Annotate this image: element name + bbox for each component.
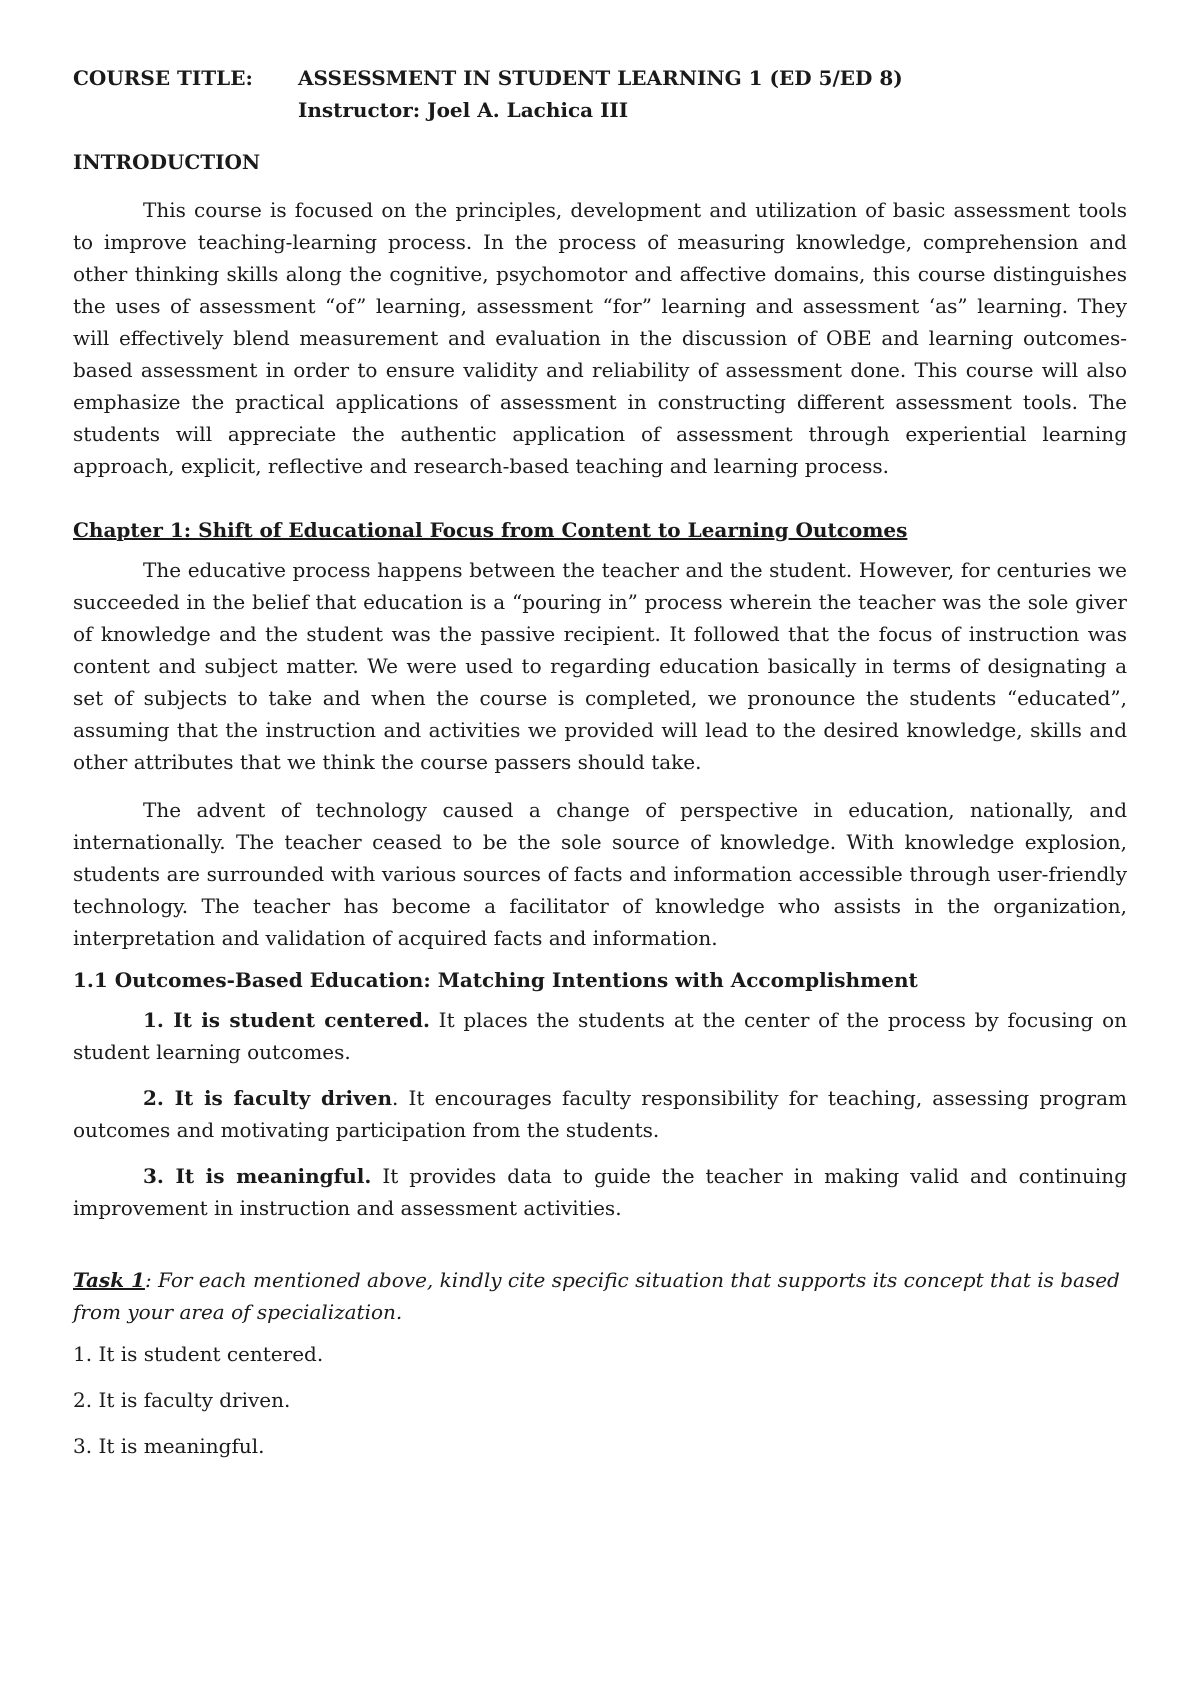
characteristic-1: [73, 1004, 1127, 1068]
course-header: [73, 62, 1127, 126]
task-text: : For each mentioned above, kindly cite specific situation that supports its concept that is based from your area of specialization.: [73, 1268, 1120, 1324]
characteristic-1-text: It places the students at the center of the process by focusing on student learning outcomes.: [73, 1008, 1127, 1064]
introduction-heading: INTRODUCTION: [73, 150, 261, 174]
task-item-3: 3. It is meaningful.: [73, 1434, 265, 1458]
course-title: ASSESSMENT IN STUDENT LEARNING 1 (ED 5/ED 8): [298, 66, 903, 90]
subsection-title: 1.1 Outcomes-Based Education: Matching Intentions with Accomplishment: [73, 968, 918, 992]
task-label: Task 1: [73, 1268, 145, 1292]
course-title-label: COURSE TITLE:: [73, 66, 253, 90]
task-item-1: 1. It is student centered.: [73, 1342, 324, 1366]
instructor-name: Instructor: Joel A. Lachica III: [298, 98, 629, 122]
chapter-paragraph-1: The educative process happens between the teacher and the student. However, for centuries we succeeded in the belief that education is a “pouring in” process wherein the teacher was the sole giver of knowledge and the student was the passive recipient. It followed that the focus of instruction was content and subject matter. We were used to regarding education basically in terms of designating a set of subjects to take and when the course is completed, we pronounce the students “educated”, assuming that the instruction and activities we provided will lead to the desired knowledge, skills and other attributes that we think the course passers should take.: [73, 558, 1127, 774]
characteristic-2-title: 2. It is faculty driven: [143, 1086, 393, 1110]
characteristic-3: [73, 1160, 1127, 1224]
introduction-paragraph: This course is focused on the principles, development and utilization of basic assessment tools to improve teaching-learning process. In the process of measuring knowledge, comprehension and other thinking skills along the cognitive, psychomotor and affective domains, this course distinguishes the uses of assessment “of” learning, assessment “for” learning and assessment ‘as” learning. They will effectively blend measurement and evaluation in the discussion of OBE and learning outcomes-based assessment in order to ensure validity and reliability of assessment done. This course will also emphasize the practical applications of assessment in constructing different assessment tools. The students will appreciate the authentic application of assessment through experiential learning approach, explicit, reflective and research-based teaching and learning process.: [73, 198, 1127, 478]
characteristic-3-title: 3. It is meaningful.: [143, 1164, 372, 1188]
chapter-paragraph-2: The advent of technology caused a change of perspective in education, nationally, and internationally. The teacher ceased to be the sole source of knowledge. With knowledge explosion, students are surrounded with various sources of facts and information accessible through user-friendly technology. The teacher has become a facilitator of knowledge who assists in the organization, interpretation and validation of acquired facts and information.: [73, 798, 1127, 950]
characteristic-3-text: It provides data to guide the teacher in making valid and continuing improvement in instruction and assessment activities.: [73, 1164, 1127, 1220]
characteristic-2: [73, 1082, 1127, 1146]
characteristic-2-text: . It encourages faculty responsibility for teaching, assessing program outcomes and motivating participation from the students.: [73, 1086, 1127, 1142]
characteristic-1-title: 1. It is student centered.: [143, 1008, 430, 1032]
chapter-title: Chapter 1: Shift of Educational Focus from Content to Learning Outcomes: [73, 518, 908, 542]
task-instruction: [73, 1264, 1127, 1328]
task-item-2: 2. It is faculty driven.: [73, 1388, 291, 1412]
